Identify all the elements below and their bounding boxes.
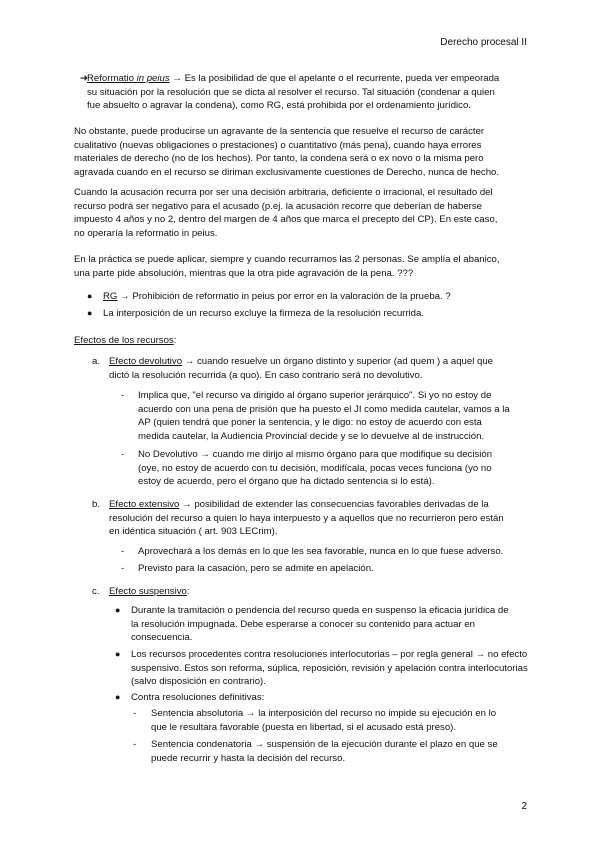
suspensivo-sub-1: Sentencia absolutoria → la interposición del recurso no impide su ejecución en lo que le resultara favorable (puesta en libertad, si el acusado está preso). — [151, 708, 497, 733]
dash-icon: - — [133, 708, 137, 719]
bullet-icon: ● — [87, 308, 93, 318]
page-number: 2 — [521, 801, 527, 812]
arrow-icon: ➔ — [80, 73, 89, 84]
extensivo-sub-2: Previsto para la casación, pero se admite en apelación. — [138, 563, 374, 574]
list-label-b: b. — [92, 499, 101, 510]
bullet-icon: ● — [115, 692, 121, 702]
list-label-c: c. — [92, 586, 100, 597]
dash-icon: - — [121, 449, 125, 460]
dash-icon: - — [121, 563, 125, 574]
efecto-devolutivo: Efecto devolutivo → cuando resuelve un órgano distinto y superior (ad quem ) a aquel que dictó la resolución recurrida (a quo). En caso contrario será no devolutivo. — [109, 356, 493, 381]
reformatio-paragraph — [87, 72, 530, 113]
page-header: Derecho procesal II — [440, 37, 527, 48]
bullet-firmeza: La interposición de un recurso excluye la firmeza de la resolución recurrida. — [103, 308, 425, 319]
paragraph-practica: En la práctica se puede aplicar, siempre y cuando recurramos las 2 personas. Se amplía el abanico, una parte pide absolución, mientras que la otra pide agravación de la pena. ??? — [74, 254, 500, 279]
efecto-extensivo: Efecto extensivo → posibilidad de extender las consecuencias favorables derivadas de la resolución del recurso a quien lo haya interpuesto y a aquellos que no recurrieron pero están en idéntica situación ( art. 903 LECrim). — [109, 499, 504, 538]
dash-icon: - — [121, 546, 125, 557]
suspensivo-sub-2: Sentencia condenatoria → suspensión de la ejecución durante el plazo en que se puede recurrir y hasta la decisión del recurso. — [151, 739, 498, 764]
devolutivo-sub-2: No Devolutivo → cuando me dirijo al mismo órgano para que modifique su decisión (oye, no estoy de acuerdo con tu decisión, modifícala, pocas veces funciona (yo no estoy de acuerdo, pero el órgano que ha dictado sentencia si lo está). — [138, 449, 493, 488]
devolutivo-sub-1: Implica que, "el recurso va dirigido al órgano superior jerárquico". Si yo no estoy de acuerdo con una pena de prisión que ha puesto el JI como medida cautelar, vamos a la AP (quien tendrá que poner la sentencia, y le digo: no estoy de acuerdo con esta medida cautelar, la Audiencia Provincial decide y se lo devuelve al de instrucción. — [138, 390, 510, 442]
reformatio-line-3: fue absuelto o agravar la condena), como RG, está prohibida por el ordenamiento jurídico. — [87, 100, 471, 112]
bullet-icon: ● — [115, 649, 121, 659]
extensivo-sub-1: Aprovechará a los demás en lo que les sea favorable, nunca en lo que fuese adverso. — [138, 546, 504, 557]
reformatio-line-2: su situación por la resolución que se dicta al resolver el recurso. Tal situación (condenar a quien — [87, 86, 495, 98]
reformatio-term: Reformatio in peius — [87, 73, 170, 84]
list-label-a: a. — [92, 356, 101, 367]
suspensivo-item-1: Durante la tramitación o pendencia del recurso queda en suspenso la eficacia jurídica de la resolución impugnada. Debe esperarse a conocer su contenido para actuar en consecuencia. — [131, 605, 509, 644]
dash-icon: - — [121, 390, 125, 401]
bullet-rg: RG → Prohibición de reformatio in peius por error en la valoración de la prueba. ? — [103, 291, 451, 302]
suspensivo-item-3: Contra resoluciones definitivas: — [131, 692, 265, 703]
paragraph-acusacion: Cuando la acusación recurra por ser una decisión arbitraria, deficiente o irracional, el resultado del recurso podrá ser negativo para el acusado (p.ej. la acusación recorre que deberían de haberse impuesto 4 años y no 2, dentro del margen de 4 años que marca el precepto del CP). En este caso, no operaría la reformatio in peius. — [74, 187, 498, 239]
efecto-suspensivo-title: Efecto suspensivo: — [109, 586, 190, 597]
suspensivo-item-2: Los recursos procedentes contra resoluciones interlocutorias – por regla general → no efecto suspensivo. Estos son reforma, súplica, reposición, revisión y apelación contra interlocutorias (salvo disposición en contrario). — [131, 649, 528, 688]
reformatio-line-1: → Es la posibilidad de que el apelante o el recurrente, pueda ver empeorada — [169, 73, 500, 84]
bullet-icon: ● — [87, 291, 93, 301]
bullet-icon: ● — [115, 605, 121, 615]
efecto-devolutivo-title: Efecto devolutivo — [109, 356, 183, 367]
dash-icon: - — [133, 739, 137, 750]
section-title-efectos: Efectos de los recursos: — [74, 335, 177, 346]
paragraph-agravante: No obstante, puede producirse un agravante de la sentencia que resuelve el recurso de carácter cualitativo (nuevas obligaciones o prestaciones) o cuantitativo (más pena), cuando haya errores materiales de derecho (no de los hechos). Por tanto, la condena será o ex novo o la misma pero agravada cuando en el recurso se diriman exclusivamente cuestiones de Derecho, nunca de hecho. — [74, 126, 500, 178]
efecto-extensivo-title: Efecto extensivo — [109, 499, 180, 510]
